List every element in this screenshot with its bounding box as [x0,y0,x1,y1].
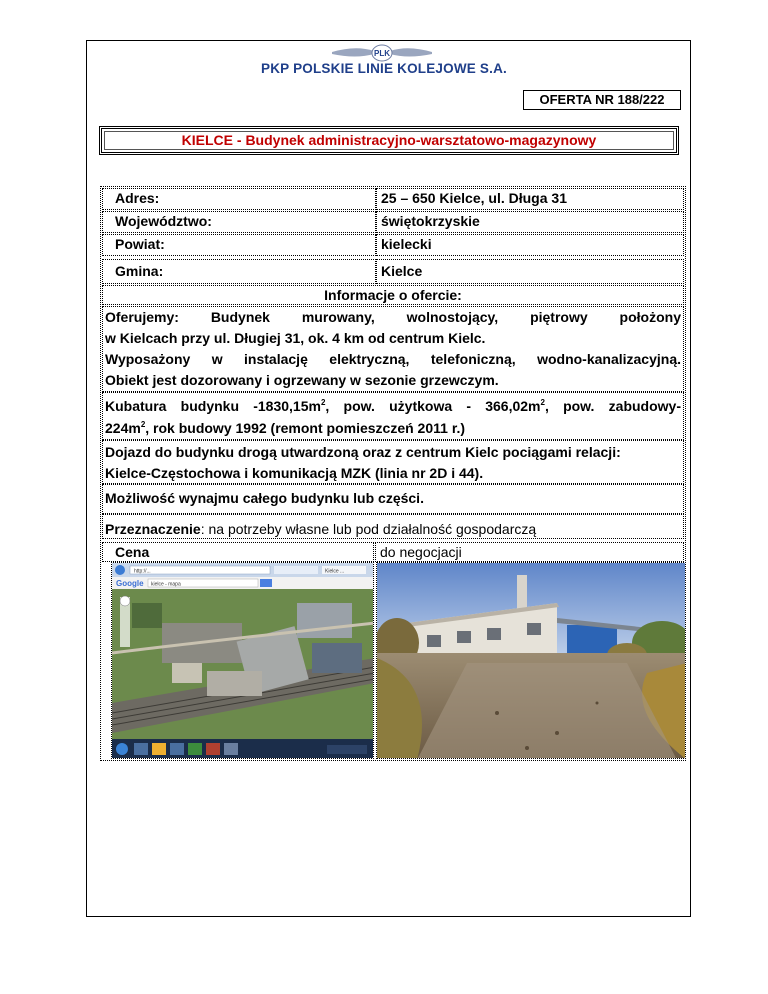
purpose-info [102,514,684,539]
browser-tab: Kielce ... [325,568,345,575]
access-line-1: Dojazd do budynku drogą utwardzoną oraz z centrum Kielc pociągami relacji: [105,444,621,460]
purpose-label: Przeznaczenie [105,521,201,537]
usable-area-text: , pow. użytkowa - 366,02m [325,398,541,414]
address-label: Adres: [102,188,376,210]
county-label: Powiat: [102,234,376,256]
logo-text: PLK [374,49,390,58]
description-line-4: Obiekt jest dozorowany i ogrzewany w sezonie grzewczym. [105,372,499,388]
municipality-label: Gmina: [102,259,376,284]
voivodeship-value: świętokrzyskie [376,211,684,233]
access-info [102,440,684,484]
aerial-map-photo [111,562,374,759]
browser-url: http://... [134,568,151,575]
svg-text:Google: Google [116,579,144,588]
build-year-text: , rok budowy 1992 (remont pomieszczeń 2011 r.) [145,420,466,436]
municipality-value: Kielce [376,259,684,284]
access-line-2: Kielce-Częstochowa i komunikacją MZK (linia nr 2D i 44). [105,465,484,481]
rent-info: Możliwość wynajmu całego budynku lub części. [102,484,684,514]
building-parameters: Kubatura budynku $-1830,15m^2$, pow. użytkowa - $366,02m^2$, pow. zabudowy- $224m^2$, rok budowy 1992 (remont pomieszczeń 2011 r.) [102,392,684,440]
address-value: 25 – 650 Kielce, ul. Długa 31 [376,188,684,210]
county-value: kielecki [376,234,684,256]
voivodeship-label: Województwo: [102,211,376,233]
description-line-1: Oferujemy: Budynek murowany, wolnostojący, piętrowy położony [105,309,681,325]
purpose-value: : na potrzeby własne lub pod działalność gospodarczą [200,521,537,537]
offer-description [102,306,684,392]
offer-title: KIELCE - Budynek administracyjno-warsztatowo-magazynowy [99,126,679,155]
section-title: Informacje o ofercie: [102,285,684,305]
volume-text: Kubatura budynku -1830,15m [105,398,321,414]
price-label: Cena [102,542,374,562]
description-line-2: w Kielcach przy ul. Długiej 31, ok. 4 km od centrum Kielc. [105,330,486,346]
company-name: PKP POLSKIE LINIE KOLEJOWE S.A. [261,61,507,76]
description-line-3: Wyposażony w instalację elektryczną, telefoniczną, wodno-kanalizacyjną. [105,351,681,367]
map-search-input: kielce - mapa [151,581,181,588]
offer-number: OFERTA NR 188/222 [523,90,681,110]
built-area-text: , pow. zabudowy- [544,398,681,414]
building-photo [376,562,686,759]
price-value: do negocjacji [375,542,684,562]
